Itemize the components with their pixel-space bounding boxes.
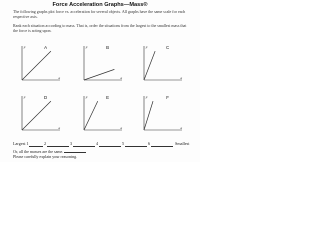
- graph-a-line: [22, 51, 51, 80]
- graph-e-svg: [80, 92, 126, 134]
- graph-c-letter: C: [165, 45, 170, 50]
- graph-b-letter: B: [106, 45, 110, 50]
- graph-d-letter: D: [43, 95, 48, 100]
- graph-d: [18, 92, 64, 134]
- rank-number-3: 3: [70, 141, 73, 146]
- instructions-ranking: Rank each situation according to mass. That is, order the situations from the largest to the smallest mass that the force is acting upon.: [13, 23, 187, 33]
- graph-f-letter: F: [166, 95, 169, 100]
- graph-f-svg: [140, 92, 186, 134]
- graph-c: [140, 42, 186, 84]
- graph-f-x-label: a: [180, 126, 183, 130]
- answer-blank-2[interactable]: [47, 146, 69, 147]
- explain-reasoning: Please carefully explain your reasoning.: [13, 154, 78, 159]
- graph-b-line: [84, 69, 114, 80]
- smallest-label: Smallest: [175, 141, 190, 146]
- rank-number-2: 2: [44, 141, 47, 146]
- graph-a-x-label: a: [58, 76, 61, 80]
- graph-d-y-label: F: [23, 95, 26, 100]
- graph-e-x-label: a: [120, 126, 123, 130]
- graph-f-line: [144, 101, 153, 130]
- rank-number-4: 4: [96, 141, 99, 146]
- graph-a-svg: [18, 42, 64, 84]
- answer-blank-5[interactable]: [125, 146, 147, 147]
- ranking-answer-row: [13, 141, 195, 147]
- graph-c-x-label: a: [180, 76, 183, 80]
- graph-d-line: [22, 101, 51, 130]
- all-same-blank[interactable]: [64, 149, 86, 153]
- answer-blank-3[interactable]: [73, 146, 95, 147]
- graph-b-svg: [80, 42, 126, 84]
- answer-blank-1[interactable]: [29, 146, 43, 147]
- worksheet-title: Force Acceleration Graphs—Mass®: [52, 2, 148, 8]
- all-same-text: Or, all the masses are the same.: [13, 149, 64, 154]
- graph-b-y-label: F: [85, 45, 88, 50]
- answer-blank-4[interactable]: [99, 146, 121, 147]
- graph-d-svg: [18, 92, 64, 134]
- rank-number-6: 6: [148, 141, 151, 146]
- graph-b: [80, 42, 126, 84]
- graph-f-y-label: F: [145, 95, 148, 100]
- graph-a-letter: A: [44, 45, 48, 50]
- graph-f: [140, 92, 186, 134]
- rank-number-5: 5: [122, 141, 125, 146]
- graph-e-y-label: F: [85, 95, 88, 100]
- instructions-intro: The following graphs plot force vs. acceleration for several objects. All graphs have the same scale for each respective axis.: [13, 9, 186, 19]
- graph-e-line: [84, 101, 98, 130]
- graph-c-line: [144, 51, 155, 80]
- graph-c-svg: [140, 42, 186, 84]
- graph-e: [80, 92, 126, 134]
- graph-a: [18, 42, 64, 84]
- largest-label: Largest 1: [13, 141, 29, 146]
- graph-e-letter: E: [106, 95, 110, 100]
- worksheet-page: [0, 0, 200, 162]
- answer-blank-6[interactable]: [151, 146, 173, 147]
- graph-b-x-label: a: [120, 76, 123, 80]
- graph-a-y-label: F: [23, 45, 26, 50]
- graph-c-y-label: F: [145, 45, 148, 50]
- graph-d-x-label: a: [58, 126, 61, 130]
